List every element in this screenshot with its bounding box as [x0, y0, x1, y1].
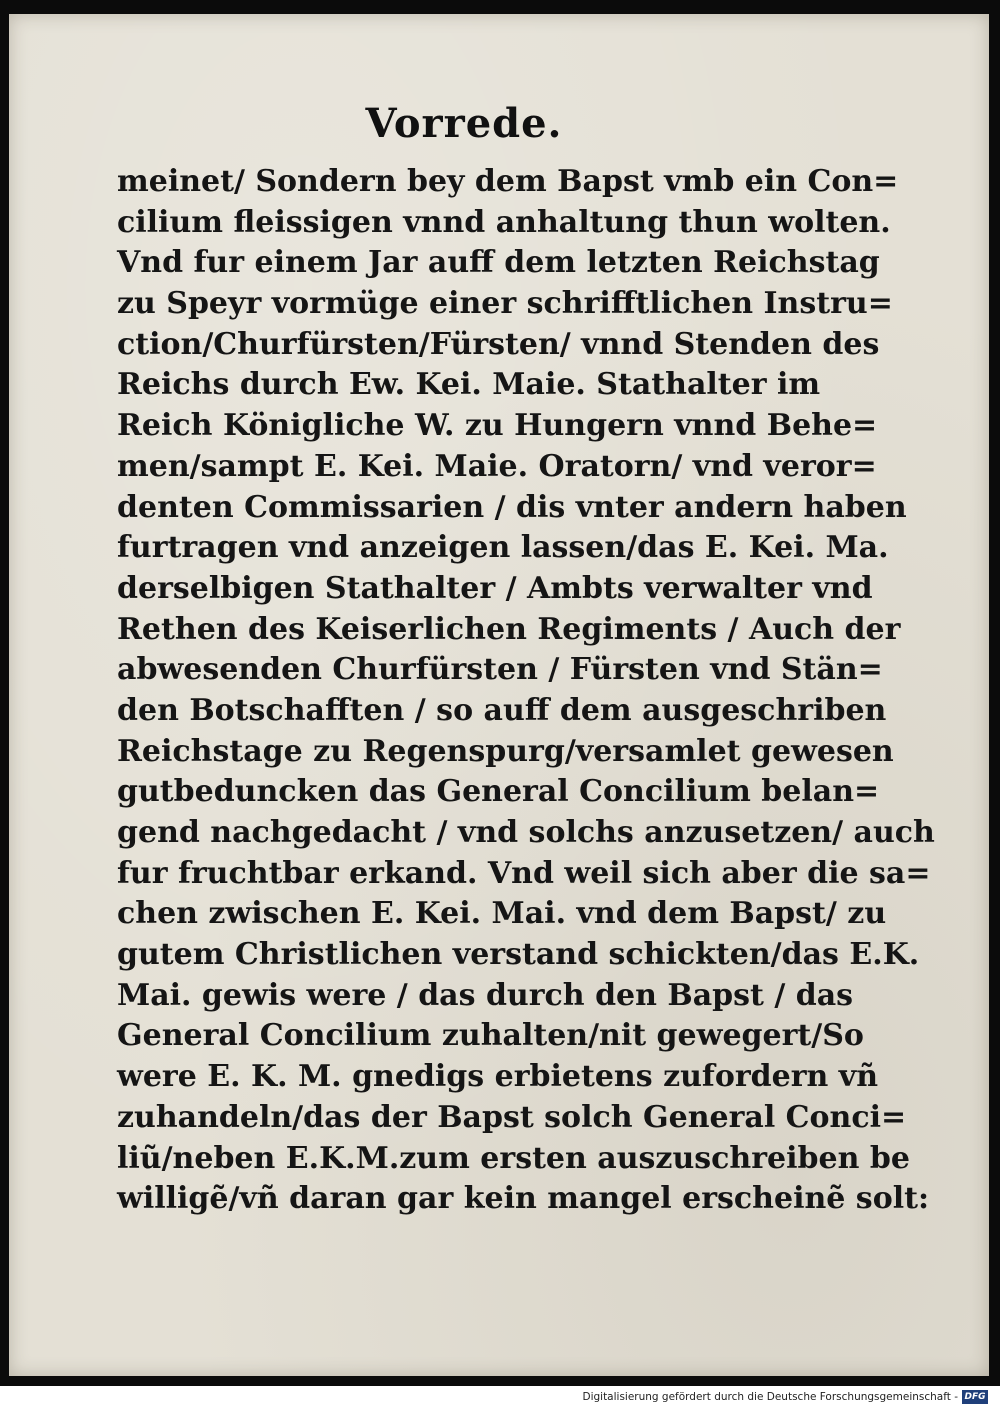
- footer-bar: [0, 1386, 1000, 1410]
- text-line: willigẽ/vñ daran gar kein mangel erscheinẽ solt:: [117, 1181, 930, 1217]
- page-heading: Vorrede.: [365, 100, 563, 147]
- text-line: den Botschafften / so auff dem ausgeschriben: [117, 692, 887, 728]
- text-line: Reichs durch Ew. Kei. Maie. Stathalter im: [117, 367, 821, 403]
- text-line: abwesenden Churfürsten / Fürsten vnd Stän=: [117, 652, 883, 688]
- body-text: [117, 162, 935, 1220]
- text-line: chen zwischen E. Kei. Mai. vnd dem Bapst/ zu: [117, 896, 887, 932]
- text-line: denten Commissarien / dis vnter andern haben: [117, 489, 907, 525]
- text-line: cilium fleissigen vnnd anhaltung thun wolten.: [117, 204, 891, 240]
- text-line: zuhandeln/das der Bapst solch General Conci=: [117, 1099, 907, 1135]
- text-line: derselbigen Stathalter / Ambts verwalter vnd: [117, 570, 873, 606]
- text-line: gutbeduncken das General Concilium belan=: [117, 774, 880, 810]
- text-line: General Concilium zuhalten/nit gewegert/So: [117, 1018, 864, 1054]
- dfg-logo: DFG: [962, 1390, 988, 1404]
- text-line: Reich Königliche W. zu Hungern vnnd Behe=: [117, 408, 878, 444]
- text-line: gutem Christlichen verstand schickten/das E.K.: [117, 937, 920, 973]
- text-line: men/sampt E. Kei. Maie. Oratorn/ vnd veror=: [117, 448, 877, 484]
- text-line: Reichstage zu Regenspurg/versamlet gewesen: [117, 733, 894, 769]
- digitization-credit: Digitalisierung gefördert durch die Deutsche Forschungsgemeinschaft -: [582, 1391, 958, 1403]
- text-line: Vnd fur einem Jar auff dem letzten Reichstag: [117, 245, 880, 281]
- text-line: gend nachgedacht / vnd solchs anzusetzen/ auch: [117, 815, 935, 850]
- text-line: Rethen des Keiserlichen Regiments / Auch der: [117, 611, 901, 647]
- text-line: liũ/neben E.K.M.zum ersten auszuschreiben be: [117, 1140, 910, 1176]
- text-line: furtragen vnd anzeigen lassen/das E. Kei. Ma.: [117, 530, 889, 566]
- text-line: were E. K. M. gnedigs erbietens zufordern vñ: [117, 1059, 879, 1095]
- text-line: Mai. gewis were / das durch den Bapst / das: [117, 977, 854, 1013]
- text-line: zu Speyr vormüge einer schrifftlichen Instru=: [117, 286, 893, 322]
- text-line: meinet/ Sondern bey dem Bapst vmb ein Con=: [117, 164, 899, 199]
- book-page: [9, 14, 989, 1376]
- text-line: ction/Churfürsten/Fürsten/ vnnd Stenden des: [117, 326, 880, 362]
- text-line: fur fruchtbar erkand. Vnd weil sich aber die sa=: [117, 855, 931, 891]
